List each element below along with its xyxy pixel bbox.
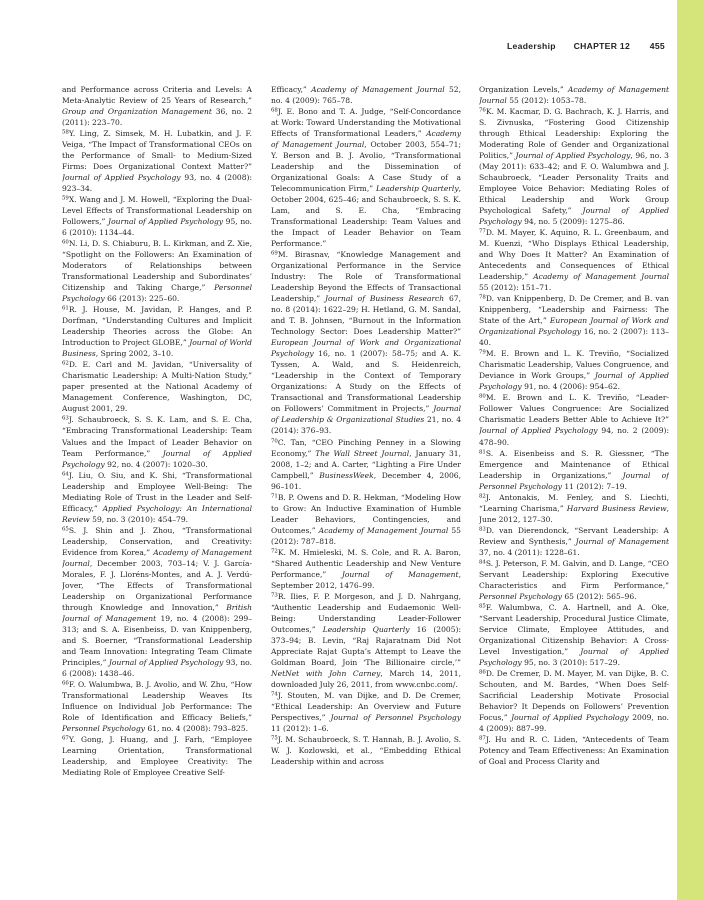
publication-title: European Journal of Work and Organizational Psychology — [271, 338, 461, 359]
chapter-color-tab — [677, 0, 703, 900]
reference-text: , 96, no. 3 (May 2011): 633–42; and F. O. Walumbwa and J. Schaubroeck, “Leader Personality Traits and Employee Voice Behavior: Mediating Roles of Ethical Leadership and Work Group Psychological Safety,” — [479, 151, 669, 216]
reference-entry — [62, 470, 252, 525]
reference-number: 83 — [479, 526, 486, 533]
publication-title: Journal of Applied Psychology — [479, 206, 669, 227]
reference-text: 55 (2012): 1053–78. — [506, 96, 587, 106]
reference-text: J. Hu and R. C. Liden, “Antecedents of Team Potency and Team Effectiveness: An Examination of Goal and Process Clarity and — [479, 734, 669, 766]
reference-entry — [479, 525, 669, 558]
publication-title: Personnel Psychology — [479, 591, 562, 601]
reference-text: J. E. Bono and T. A. Judge, “Self-Concordance at Work: Toward Understanding the Motivational Effects of Transformational Leaders,” — [271, 107, 461, 139]
reference-text: X. Wang and J. M. Howell, “Exploring the Dual-Level Effects of Transformational Leadership on Followers,” — [62, 195, 252, 227]
publication-title: Harvard Business Review — [566, 503, 667, 513]
reference-text: S. J. Shin and J. Zhou, “Transformational Leadership, Conservation, and Creativity: Evidence from Korea,” — [62, 525, 252, 557]
references-column-left — [62, 84, 252, 884]
reference-text: 52, no. 4 (2009): 765–78. — [271, 85, 461, 106]
reference-text: J. Stouten, M. van Dijke, and D. De Cremer, “Ethical Leadership: An Overview and Future Perspectives,” — [271, 690, 461, 722]
reference-entry — [479, 392, 669, 447]
reference-number: 68 — [271, 107, 278, 114]
reference-text: 11 (2012): 1–6. — [271, 723, 329, 733]
reference-entry — [271, 106, 461, 249]
reference-text: , Spring 2002, 3–10. — [95, 349, 174, 359]
reference-number: 64 — [62, 470, 69, 477]
reference-number: 67 — [62, 735, 69, 742]
reference-number: 69 — [271, 250, 278, 257]
reference-text: R. J. House, M. Javidan, P. Hanges, and P. Dorfman, “Understanding Cultures and Implicit Leadership Theories across the Globe: An Introduction to Project GLOBE,” — [62, 305, 252, 348]
reference-entry — [62, 84, 252, 128]
reference-text: Organization Levels,” — [479, 85, 568, 94]
references-column-middle — [271, 84, 461, 884]
reference-number: 77 — [479, 228, 486, 235]
publication-title: Applied Psychology: An International Review — [62, 503, 252, 524]
reference-text: 55 (2012): 787–818. — [271, 525, 461, 546]
reference-text: J. Antonakis, M. Fenley, and S. Liechti, “Learning Charisma,” — [479, 492, 669, 513]
reference-entry — [479, 293, 669, 348]
publication-title: Personnel Psychology — [62, 723, 145, 733]
reference-number: 60 — [62, 239, 69, 246]
reference-entry — [62, 194, 252, 238]
publication-title: European Journal of Work and Organizational Psychology — [479, 316, 669, 337]
reference-number: 76 — [479, 107, 486, 114]
reference-entry — [271, 84, 461, 106]
reference-entry — [479, 448, 669, 492]
publication-title: Leadership Quarterly — [375, 184, 459, 194]
reference-text: 65 (2012): 565–96. — [561, 591, 637, 601]
reference-text: 95, no. 3 (2010): 517–29. — [521, 657, 620, 667]
reference-number: 79 — [479, 349, 486, 356]
reference-text: 55 (2012): 151–71. — [479, 283, 552, 293]
reference-text: , October 2003, 554–71; Y. Berson and B. J. Avolio, “Transformational Leadership and the Dissemination of Organizational Goals: A Case Study of a Telecommunication Firm,” — [271, 140, 461, 194]
reference-number: 71 — [271, 492, 278, 499]
reference-text: Y. Gong, J. Huang, and J. Farh, “Employee Learning Orientation, Transformational Leadership, and Employee Creativity: The Mediating Role of Employee Creative Self- — [62, 734, 252, 777]
reference-entry — [271, 492, 461, 547]
reference-text: 36, no. 2 (2011): 223–70. — [62, 107, 252, 128]
section-title: Leadership — [507, 41, 556, 51]
reference-text: 37, no. 4 (2011): 1228–61. — [479, 547, 580, 557]
publication-title: The Wall Street Journal — [315, 448, 410, 458]
reference-entry — [479, 734, 669, 767]
reference-text: R. Ilies, F. P. Morgeson, and J. D. Nahrgang, “Authentic Leadership and Eudaemonic Well-Being: Understanding Leader-Follower Outcomes,” — [271, 591, 461, 634]
reference-entry — [62, 525, 252, 679]
reference-number: 74 — [271, 691, 278, 698]
reference-text: N. Li, D. S. Chiaburu, B. L. Kirkman, and Z. Xie, “Spotlight on the Followers: An Examination of Moderators of Relationships between Transformational Leadership and Subordinates’ Citizenship and Taking Charge,” — [62, 239, 252, 293]
reference-number: 80 — [479, 393, 486, 400]
reference-text: 16, no. 1 (2007): 58–75; and A. K. Tyssen, A. Wald, and S. Heidenreich, “Leadership in the Context of Temporary Organizations: A Study on the Effects of Transactional and Transformational Leadership on Followers’ Commitment in Projects,” — [271, 349, 461, 414]
reference-number: 59 — [62, 195, 69, 202]
reference-number: 61 — [62, 305, 69, 312]
publication-title: Journal of Personnel Psychology — [479, 470, 669, 491]
reference-text: M. Birasnav, “Knowledge Management and Organizational Performance in the Service Industry: The Role of Transformational Leadership Beyond the Effects of Transactional Leadership,” — [271, 250, 461, 304]
publication-title: Journal of Management — [341, 569, 459, 579]
reference-entry — [479, 602, 669, 668]
reference-number: 73 — [271, 592, 278, 599]
reference-text: D. van Knippenberg, D. De Cremer, and B. van Knippenberg, “Leadership and Fairness: The State of the Art,” — [479, 294, 669, 326]
publication-title: Academy of Management Journal — [318, 525, 449, 535]
running-head — [507, 41, 665, 55]
page-number: 455 — [649, 41, 665, 51]
reference-number: 81 — [479, 448, 486, 455]
publication-title: NetNet with John Carney — [271, 668, 381, 678]
reference-entry — [62, 679, 252, 734]
publication-title: British Journal of Management — [62, 602, 252, 623]
reference-number: 75 — [271, 735, 278, 742]
reference-number: 66 — [62, 680, 69, 687]
publication-title: Journal of Applied Psychology — [479, 646, 669, 667]
publication-title: Academy of Management Journal — [311, 85, 445, 94]
reference-text: and Performance across Criteria and Levels: A Meta-Analytic Review of 25 Years of Research,” — [62, 85, 252, 106]
reference-text: 21, no. 4 (2014): 376–93. — [271, 415, 461, 436]
reference-number: 72 — [271, 548, 278, 555]
reference-text: , January 31, 2008, 1–2; and A. Carter, “Lighting a Fire Under Campbell,” — [271, 448, 461, 480]
reference-entry — [62, 238, 252, 304]
publication-title: Journal of Applied Psychology — [108, 657, 224, 667]
reference-text: 61, no. 4 (2008): 793–825. — [144, 723, 249, 733]
reference-text: 94, no. 5 (2009): 1275–86. — [521, 217, 625, 227]
reference-entry — [479, 668, 669, 734]
reference-text: B. P. Owens and D. R. Hekman, “Modeling How to Grow: An Inductive Examination of Humble Leader Behaviors, Contingencies, and Outcomes,” — [271, 492, 461, 535]
publication-title: Journal of Applied Psychology — [108, 217, 224, 227]
reference-text: 66 (2013): 225–60. — [104, 294, 180, 304]
reference-text: J. Schaubroeck, S. S. K. Lam, and S. E. Cha, “Embracing Transformational Leadership: Team Values and the Impact of Leader Behavior on Team Performance,” — [62, 415, 252, 458]
reference-entry — [62, 734, 252, 778]
reference-text: Y. Ling, Z. Simsek, M. H. Lubatkin, and J. F. Veiga, “The Impact of Transformational CEOs on the Performance of Small- to Medium-Sized Firms: Does Organizational Context Matter?” — [62, 129, 252, 172]
reference-text: 11 (2012): 7–19. — [561, 481, 627, 491]
references-column-right — [479, 84, 669, 884]
reference-text: , October 2004, 625–46; and Schaubroeck, S. S. K. Lam, and S. E. Cha, “Embracing Transformational Leadership: Team Values and the Impact of Leader Behavior on Team Performance.” — [271, 184, 461, 249]
reference-entry — [479, 558, 669, 602]
reference-text: S. J. Peterson, F. M. Galvin, and D. Lange, “CEO Servant Leadership: Exploring Executive Characteristics and Firm Performance,” — [479, 558, 669, 590]
publication-title: Academy of Management Journal — [533, 272, 669, 282]
reference-text: K. M. Hmieleski, M. S. Cole, and R. A. Baron, “Shared Authentic Leadership and New Venture Performance,” — [271, 547, 461, 579]
reference-text: 59, no. 3 (2010): 454–79. — [89, 514, 189, 524]
reference-entry — [271, 547, 461, 591]
reference-number: 65 — [62, 526, 69, 533]
reference-text: , March 14, 2011, downloaded July 26, 2011, from www.cnbc.com/. — [271, 668, 461, 689]
reference-entry — [271, 249, 461, 436]
reference-text: , June 2012, 127–30. — [479, 503, 669, 524]
publication-title: Journal of Business Research — [324, 294, 445, 304]
reference-text: , December 4, 2006, 96–101. — [271, 470, 461, 491]
publication-title: Journal of Leadership & Organizational Studies — [271, 404, 461, 425]
reference-text: J. M. Schaubroeck, S. T. Hannah, B. J. Avolio, S. W. J. Kozlowski, et al., “Embedding Ethical Leadership within and across — [271, 734, 461, 766]
reference-text: , September 2012, 1476–99. — [271, 569, 461, 590]
reference-text: 16 (2005): 373–94; B. Levin, “Raj Rajaratnam Did Not Appreciate Rajat Gupta’s Attempt to Leave the Goldman Board, Join ‘The Billionaire circle,’” — [271, 624, 461, 667]
reference-entry — [62, 414, 252, 469]
publication-title: Personnel Psychology — [62, 283, 252, 304]
reference-number: 78 — [479, 294, 486, 301]
reference-entry — [271, 591, 461, 690]
reference-entry — [62, 128, 252, 194]
reference-number: 85 — [479, 603, 486, 610]
reference-text: 94, no. 2 (2009): 478–90. — [479, 426, 669, 447]
reference-text: K. M. Kacmar, D. G. Bachrach, K. J. Harris, and S. Zivnuska, “Fostering Good Citizenship through Ethical Leadership: Exploring the Moderating Role of Gender and Organizational Politics,” — [479, 107, 669, 161]
reference-text: 16, no. 2 (2007): 113–40. — [479, 327, 669, 348]
publication-title: Academy of Management Journal — [62, 547, 252, 568]
publication-title: BusinessWeek — [319, 470, 374, 480]
reference-entry — [271, 437, 461, 492]
reference-text: C. Tan, “CEO Pinching Penney in a Slowing Economy,” — [271, 437, 461, 458]
reference-text: D. M. Mayer, K. Aquino, R. L. Greenbaum, and M. Kuenzi, “Who Displays Ethical Leadership, and Why Does It Matter? An Examination of Antecedents and Consequences of Ethical Leadership,” — [479, 228, 669, 282]
publication-title: Journal of Management — [575, 536, 669, 546]
reference-text: D. E. Carl and M. Javidan, “Universality of Charismatic Leadership: A Multi-Nation Study,” paper presented at the National Academy of Management Conference, Washington, DC, August 2001, 29. — [62, 360, 252, 414]
reference-entry — [62, 359, 252, 414]
reference-text: F. Walumbwa, C. A. Hartnell, and A. Oke, “Servant Leadership, Procedural Justice Climate, Service Climate, Employee Attitudes, and Organizational Citizenship Behavior: A Cross-Level Investigation,” — [479, 602, 669, 656]
reference-entry — [479, 492, 669, 525]
publication-title: Journal of Applied Psychology — [479, 426, 598, 436]
chapter-label: CHAPTER 12 — [573, 41, 631, 51]
publication-title: Group and Organization Management — [62, 107, 212, 117]
publication-title: Academy of Management Journal — [479, 85, 669, 106]
publication-title: Journal of Applied Psychology — [62, 173, 181, 183]
reference-number: 63 — [62, 415, 69, 422]
reference-text: D. De Cremer, D. M. Mayer, M. van Dijke, B. C. Schouten, and M. Bardes, “When Does Self-Sacrificial Leadership Motivate Prosocial Behavior? It Depends on Followers’ Prevention Focus,” — [479, 668, 669, 722]
reference-entry — [479, 227, 669, 293]
reference-text: S. A. Eisenbeiss and S. R. Giessner, “The Emergence and Maintenance of Ethical Leadership in Organizations,” — [479, 448, 669, 480]
publication-title: Journal of Applied Psychology — [511, 712, 629, 722]
reference-number: 87 — [479, 735, 486, 742]
publication-title: Journal of World Business — [62, 338, 252, 359]
reference-text: D. van Dierendonck, “Servant Leadership: A Review and Synthesis,” — [479, 525, 669, 546]
publication-title: Journal of Applied Psychology — [515, 151, 631, 161]
publication-title: Journal of Personnel Psychology — [330, 712, 461, 722]
publication-title: Journal of Applied Psychology — [62, 448, 252, 469]
reference-entry — [271, 690, 461, 734]
reference-entry — [479, 348, 669, 392]
reference-text: , December 2003, 703–14; V. J. García-Morales, F. J. Lloréns-Montes, and A. J. Verdú-Jover, “The Effects of Transformational Leadership on Organizational Performance through Knowledge and Innovation,” — [62, 558, 252, 612]
reference-entry — [479, 84, 669, 106]
reference-text: 93, no. 4 (2008): 923–34. — [62, 173, 252, 194]
reference-entry — [479, 106, 669, 227]
reference-text: 93, no. 6 (2008): 1438–46. — [62, 657, 252, 678]
reference-entry — [62, 304, 252, 359]
reference-text: 67, no. 8 (2014): 1622–29; H. Hetland, G. M. Sandal, and T. B. Johnsen, “Burnout in the Information Technology Sector: Does Leadership Matter?” — [271, 294, 461, 337]
reference-number: 58 — [62, 129, 69, 136]
reference-number: 62 — [62, 360, 69, 367]
reference-text: 19, no. 4 (2008): 299–313; and S. A. Eisenbeiss, D. van Knippenberg, and S. Boerner, “Transformational Leadership and Team Innovation: Integrating Team Climate Principles,” — [62, 613, 252, 667]
publication-title: Journal of Applied Psychology — [479, 371, 669, 392]
reference-text: F. O. Walumbwa, B. J. Avolio, and W. Zhu, “How Transformational Leadership Weaves Its Influence on Individual Job Performance: The Role of Identification and Efficacy Beliefs,” — [62, 679, 252, 722]
reference-number: 86 — [479, 669, 486, 676]
reference-number: 82 — [479, 492, 486, 499]
publication-title: Leadership Quarterly — [322, 624, 410, 634]
reference-text: J. Liu, O. Siu, and K. Shi, “Transformational Leadership and Employee Well-Being: The Mediating Role of Trust in the Leader and Self-Efficacy,” — [62, 470, 252, 513]
reference-text: 95, no. 6 (2010): 1134–44. — [62, 217, 252, 238]
reference-number: 84 — [479, 559, 486, 566]
reference-text: 2009, no. 4 (2009): 887–99. — [479, 712, 669, 733]
reference-text: M. E. Brown and L. K. Treviño, “Socialized Charismatic Leadership, Values Congruence, and Deviance in Work Groups,” — [479, 349, 669, 381]
reference-text: 92, no. 4 (2007): 1020–30. — [104, 459, 208, 469]
reference-entry — [271, 734, 461, 767]
reference-text: Efficacy,” — [271, 85, 312, 94]
publication-title: Academy of Management Journal — [271, 129, 461, 150]
reference-number: 70 — [271, 437, 278, 444]
reference-text: M. E. Brown and L. K. Treviño, “Leader-Follower Values Congruence: Are Socialized Charismatic Leaders Better Able to Achieve It?” — [479, 393, 669, 425]
reference-text: 91, no. 4 (2006): 954–62. — [521, 382, 620, 392]
